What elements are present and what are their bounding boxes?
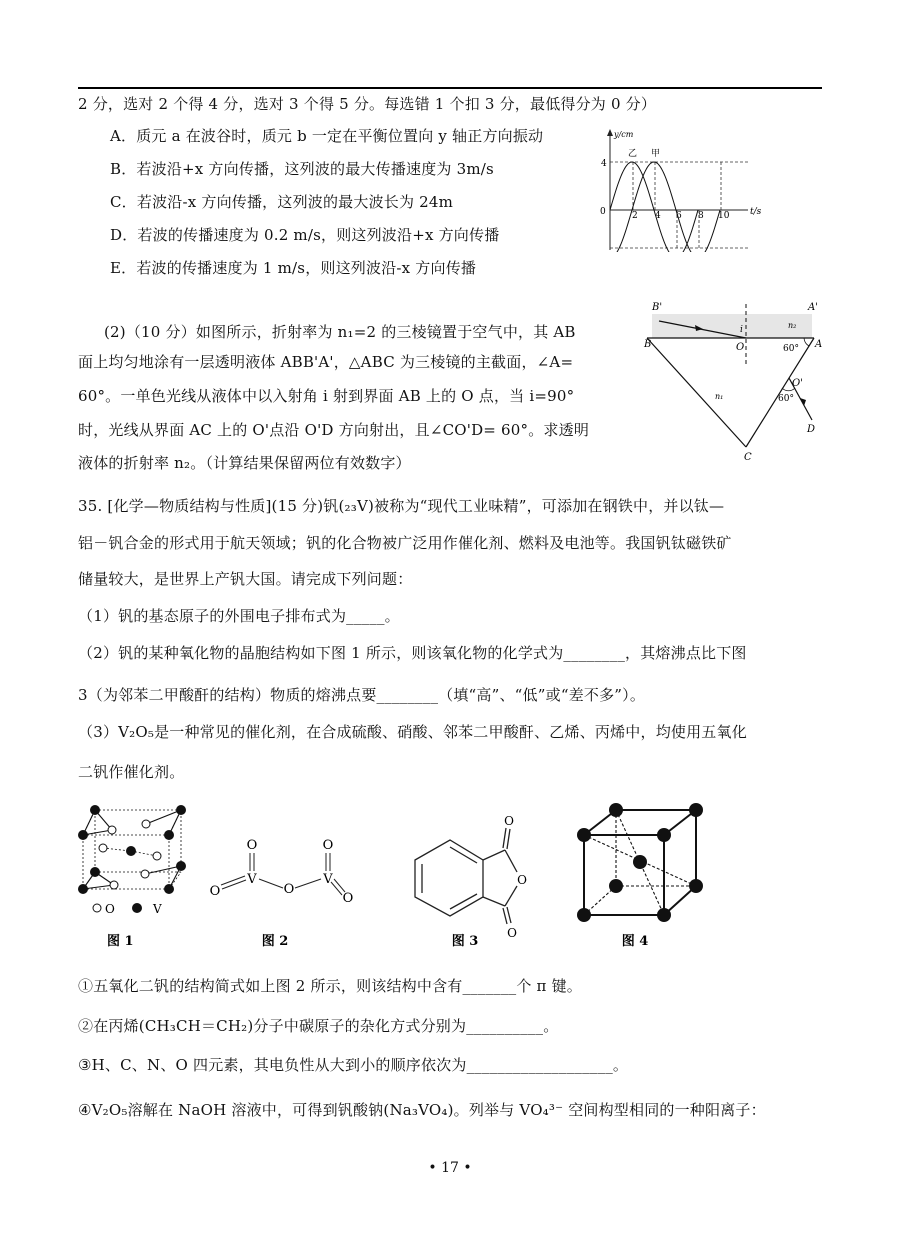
- face-ac: [746, 338, 814, 447]
- y-tick-4: 4: [601, 159, 607, 169]
- option-c: C．若波沿-x 方向传播，这列波的最大波长为 24m: [110, 193, 454, 211]
- q35-sub-1: （1）钒的基态原子的外围电子排布式为_____。: [78, 607, 400, 625]
- curve-label-yi: 乙: [628, 149, 638, 159]
- header-rule: [78, 87, 822, 89]
- figure-4-caption: 图 4: [621, 934, 649, 949]
- q35-sub-3-line-2: 二钒作催化剂。: [78, 763, 185, 781]
- page-number: • 17 •: [428, 1160, 472, 1176]
- figure-2-v2o5-structure: [205, 800, 355, 950]
- q34-2-line-1: (2)（10 分）如图所示，折射率为 n₁=2 的三棱镜置于空气中，其 AB: [104, 323, 576, 341]
- q35-intro-2: 铝－钒合金的形式用于航天领域；钒的化合物被广泛用作催化剂、燃料及电池等。我国钒钛磁铁矿: [78, 534, 732, 552]
- label-b: B: [644, 339, 652, 350]
- q34-2-line-5: 液体的折射率 n₂。（计算结果保留两位有效数字）: [78, 454, 411, 472]
- label-o: O: [736, 342, 745, 353]
- x-axis-label: t/s: [750, 207, 762, 217]
- atom-o-bottom: O: [507, 926, 517, 940]
- atom-o-ring: O: [517, 873, 527, 887]
- label-i: i: [740, 325, 743, 335]
- label-c: C: [744, 452, 752, 463]
- figure-3-phthalic-anhydride: [405, 800, 535, 950]
- legend-o-label: O: [105, 902, 115, 916]
- q35-item-1: ①五氧化二钒的结构简式如上图 2 所示，则该结构中含有_______个 π 键。: [78, 977, 582, 995]
- figure-1-caption: 图 1: [107, 934, 134, 949]
- y-axis-arrow: [607, 129, 613, 136]
- curve-label-jia: 甲: [651, 149, 661, 159]
- option-a: A．质元 a 在波谷时，质元 b 一定在平衡位置向 y 轴正方向振动: [110, 127, 544, 145]
- prism-diagram: [632, 292, 842, 467]
- q35-sub-3-line-1: （3）V₂O₅是一种常见的催化剂，在合成硫酸、硝酸、邻苯二甲酸酐、乙烯、丙烯中，均使用五氧化: [78, 723, 747, 741]
- q35-item-3: ③H、C、N、O 四元素，其电负性从大到小的顺序依次为___________________。: [78, 1056, 629, 1074]
- figure-4-cubic-cell: [575, 800, 725, 950]
- label-angle-o: 60°: [778, 394, 794, 404]
- q35-intro-3: 储量较大，是世界上产钒大国。请完成下列问题：: [78, 570, 413, 588]
- option-e: E．若波的传播速度为 1 m/s，则这列波沿-x 方向传播: [110, 259, 477, 277]
- label-o-prime: O': [792, 378, 803, 389]
- q35-intro-1: 35. [化学—物质结构与性质](15 分)钒(₂₃V)被称为“现代工业味精”，可添加在钢铁中，并以钛—: [78, 497, 725, 515]
- atom-o-right: O: [342, 891, 354, 906]
- x-tick-2: 2: [632, 211, 638, 221]
- origin-label: 0: [600, 207, 606, 217]
- y-axis-label: y/cm: [614, 130, 634, 139]
- figure-3-caption: 图 3: [451, 934, 479, 949]
- atom-o-top-left: O: [246, 838, 258, 853]
- q34-2-line-2: 面上均匀地涂有一层透明液体 ABB'A'，△ABC 为三棱镜的主截面，∠A=: [78, 353, 574, 371]
- atom-o-top: O: [504, 814, 514, 828]
- label-d: D: [807, 424, 816, 435]
- q35-sub-2-line-1: （2）钒的某种氧化物的晶胞结构如下图 1 所示，则该氧化物的化学式为________，其熔沸点比下图: [78, 644, 747, 662]
- x-tick-6: 6: [676, 211, 682, 221]
- option-b: B．若波沿+x 方向传播，这列波的最大传播速度为 3m/s: [110, 160, 494, 178]
- option-d: D．若波的传播速度为 0.2 m/s，则这列波沿+x 方向传播: [110, 226, 500, 244]
- scoring-note: 2 分，选对 2 个得 4 分，选对 3 个得 5 分。每选错 1 个扣 3 分，最低得分为 0 分）: [78, 95, 657, 113]
- x-tick-8: 8: [698, 211, 704, 221]
- figure-1-crystal-cell: [75, 800, 195, 950]
- atom-o-bridge: O: [283, 882, 295, 897]
- atom-o-top-right: O: [322, 838, 334, 853]
- label-n1: n₁: [715, 392, 724, 401]
- figure-2-caption: 图 2: [261, 934, 289, 949]
- q34-2-line-4: 时，光线从界面 AC 上的 O'点沿 O'D 方向射出，且∠CO'D= 60°。求透明: [78, 421, 590, 439]
- atom-v-right: V: [323, 872, 333, 887]
- label-angle-a: 60°: [783, 344, 799, 354]
- q34-2-line-3: 60°。一单色光线从液体中以入射角 i 射到界面 AB 上的 O 点，当 i=90°: [78, 387, 575, 405]
- label-n2: n₂: [788, 321, 797, 330]
- q35-sub-2-line-2: 3（为邻苯二甲酸酐的结构）物质的熔沸点要________（填“高”、“低”或“差不多”）。: [78, 686, 646, 704]
- legend-v-label: V: [153, 902, 162, 916]
- atom-o-left: O: [209, 884, 221, 899]
- wave-graph: [598, 127, 773, 252]
- label-a: A: [815, 339, 823, 350]
- v-atoms: [78, 805, 186, 894]
- label-a-prime: A': [808, 302, 818, 313]
- q35-item-2: ②在丙烯(CH₃CH＝CH₂)分子中碳原子的杂化方式分别为__________。: [78, 1017, 559, 1035]
- x-tick-4: 4: [655, 211, 661, 221]
- legend-v-symbol: [132, 903, 142, 913]
- label-b-prime: B': [652, 302, 663, 313]
- wave-curve-jia: [610, 162, 720, 252]
- legend-o-symbol: [93, 904, 101, 912]
- q35-item-4: ④V₂O₅溶解在 NaOH 溶液中，可得到钒酸钠(Na₃VO₄)。列举与 VO₄³⁻ 空间构型相同的一种阳离子：: [78, 1101, 766, 1119]
- face-bc: [647, 338, 746, 447]
- x-tick-10: 10: [718, 211, 730, 221]
- atom-v-left: V: [247, 872, 257, 887]
